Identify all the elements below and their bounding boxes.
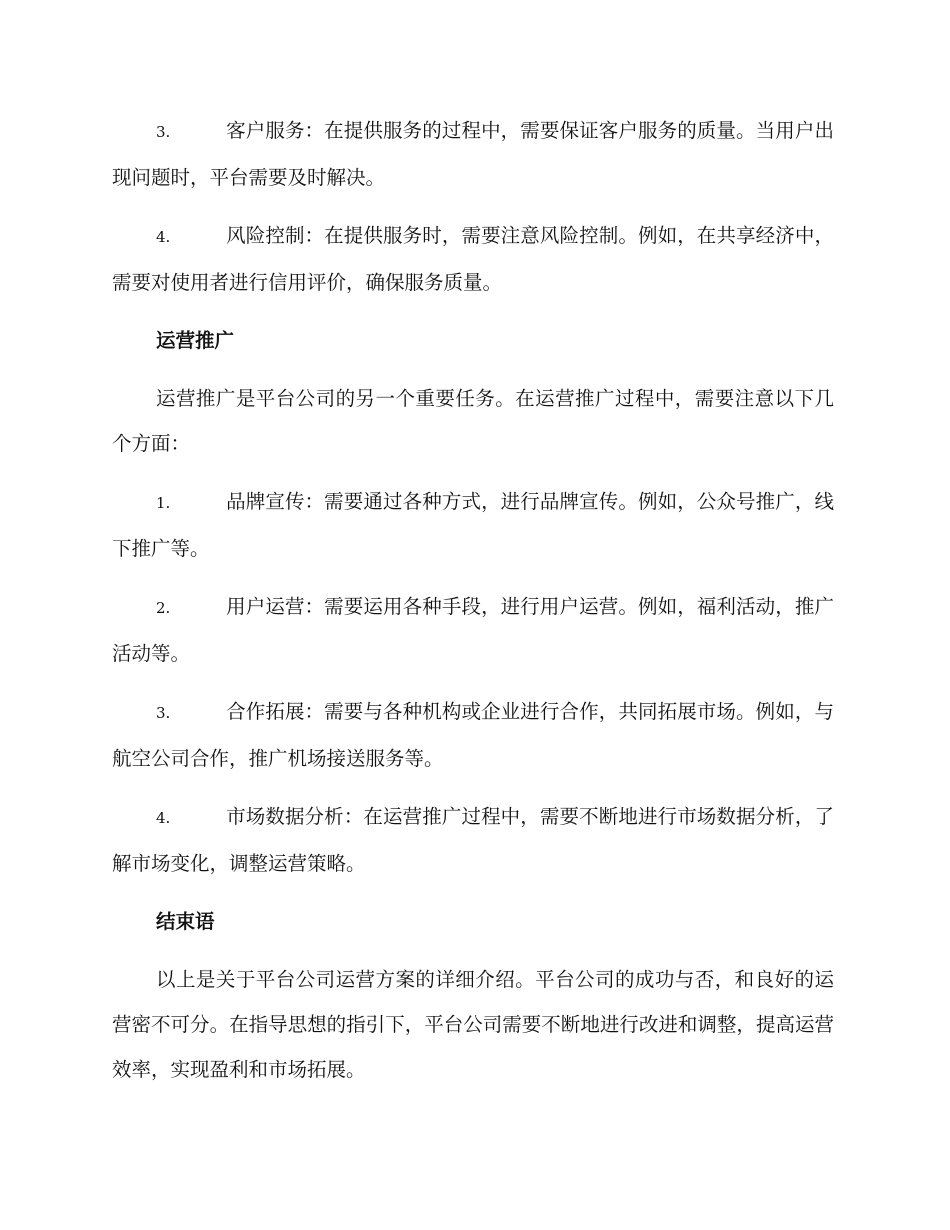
paragraph: 运营推广是平台公司的另一个重要任务。在运营推广过程中，需要注意以下几个方面： bbox=[112, 387, 834, 455]
list-number: 1. bbox=[156, 494, 171, 512]
list-number: 3. bbox=[156, 123, 171, 141]
list-number: 2. bbox=[156, 599, 171, 617]
list-item bbox=[112, 584, 834, 676]
list-text: 风险控制：在提供服务时，需要注意风险控制。例如，在共享经济中，需要对使用者进行信用评价，确保服务质量。 bbox=[112, 224, 834, 294]
list-item bbox=[112, 108, 834, 200]
list-number: 4. bbox=[156, 228, 171, 246]
section-heading: 运营推广 bbox=[156, 329, 235, 352]
list-text: 合作拓展：需要与各种机构或企业进行合作，共同拓展市场。例如，与航空公司合作，推广机场接送服务等。 bbox=[112, 700, 834, 770]
list-number: 4. bbox=[156, 809, 171, 827]
section-heading: 结束语 bbox=[156, 910, 215, 933]
list-item bbox=[112, 213, 834, 305]
list-text: 客户服务：在提供服务的过程中，需要保证客户服务的质量。当用户出现问题时，平台需要及时解决。 bbox=[112, 119, 834, 189]
paragraph: 以上是关于平台公司运营方案的详细介绍。平台公司的成功与否，和良好的运营密不可分。在指导思想的指引下，平台公司需要不断地进行改进和调整，提高运营效率，实现盈利和市场拓展。 bbox=[112, 968, 834, 1081]
list-text: 品牌宣传：需要通过各种方式，进行品牌宣传。例如，公众号推广，线下推广等。 bbox=[112, 490, 834, 560]
list-item bbox=[112, 794, 834, 886]
list-text: 用户运营：需要运用各种手段，进行用户运营。例如，福利活动，推广活动等。 bbox=[112, 595, 834, 665]
list-item bbox=[112, 479, 834, 571]
list-item bbox=[112, 689, 834, 781]
document-body bbox=[112, 108, 834, 1105]
list-text: 市场数据分析：在运营推广过程中，需要不断地进行市场数据分析，了解市场变化，调整运营策略。 bbox=[112, 805, 834, 875]
list-number: 3. bbox=[156, 704, 171, 722]
